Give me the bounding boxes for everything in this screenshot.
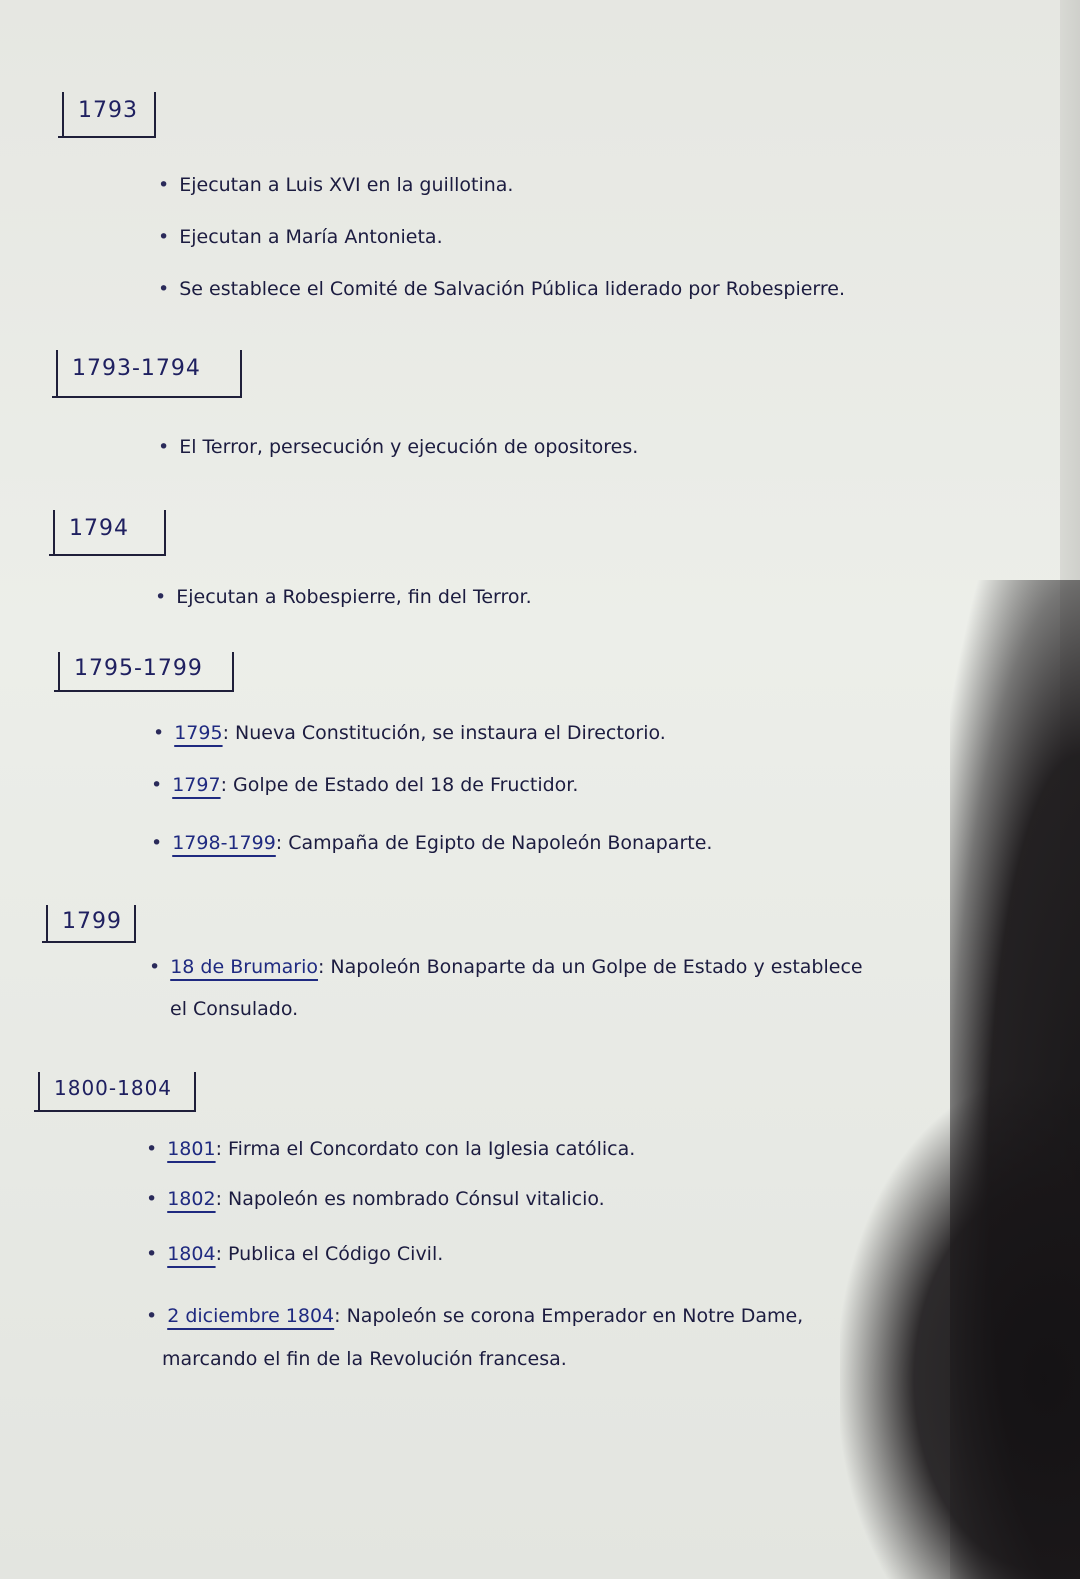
list-item: • Ejecutan a Robespierre, fin del Terror. <box>155 586 532 608</box>
bullet-icon: • <box>146 1243 158 1265</box>
list-item: • 1804: Publica el Código Civil. <box>146 1243 444 1265</box>
list-item: • 1797: Golpe de Estado del 18 de Fructidor. <box>151 774 579 796</box>
bullet-icon: • <box>146 1305 158 1327</box>
bullet-icon: • <box>155 586 167 608</box>
bullet-icon: • <box>149 956 161 978</box>
year-box-1793-1794: 1793-1794 <box>56 350 242 398</box>
list-item-continuation: marcando el fin de la Revolución francesa. <box>162 1348 567 1370</box>
list-item: • El Terror, persecución y ejecución de opositores. <box>158 436 639 458</box>
list-item: • Se establece el Comité de Salvación Pública liderado por Robespierre. <box>158 278 846 300</box>
list-item: • 1801: Firma el Concordato con la Iglesia católica. <box>146 1138 636 1160</box>
bullet-icon: • <box>158 436 170 458</box>
hand-shadow <box>840 1080 1080 1579</box>
bullet-icon: • <box>146 1188 158 1210</box>
bullet-icon: • <box>153 722 165 744</box>
list-item: • 1802: Napoleón es nombrado Cónsul vitalicio. <box>146 1188 605 1210</box>
list-item: • 1795: Nueva Constitución, se instaura el Directorio. <box>153 722 666 744</box>
year-box-1799: 1799 <box>46 905 136 943</box>
year-box-1794: 1794 <box>53 510 166 556</box>
list-item-continuation: el Consulado. <box>170 998 299 1020</box>
list-item: • 2 diciembre 1804: Napoleón se corona Emperador en Notre Dame, <box>146 1305 804 1327</box>
year-box-1800-1804: 1800-1804 <box>38 1072 196 1112</box>
bullet-icon: • <box>151 774 163 796</box>
list-item: • Ejecutan a Luis XVI en la guillotina. <box>158 174 514 196</box>
bullet-icon: • <box>158 174 170 196</box>
list-item: • 18 de Brumario: Napoleón Bonaparte da un Golpe de Estado y establece <box>149 956 863 978</box>
list-item: • 1798-1799: Campaña de Egipto de Napoleón Bonaparte. <box>151 832 713 854</box>
year-box-1795-1799: 1795-1799 <box>58 652 234 692</box>
bullet-icon: • <box>146 1138 158 1160</box>
year-box-1793: 1793 <box>62 92 156 138</box>
bullet-icon: • <box>158 278 170 300</box>
list-item: • Ejecutan a María Antonieta. <box>158 226 443 248</box>
bullet-icon: • <box>151 832 163 854</box>
bullet-icon: • <box>158 226 170 248</box>
